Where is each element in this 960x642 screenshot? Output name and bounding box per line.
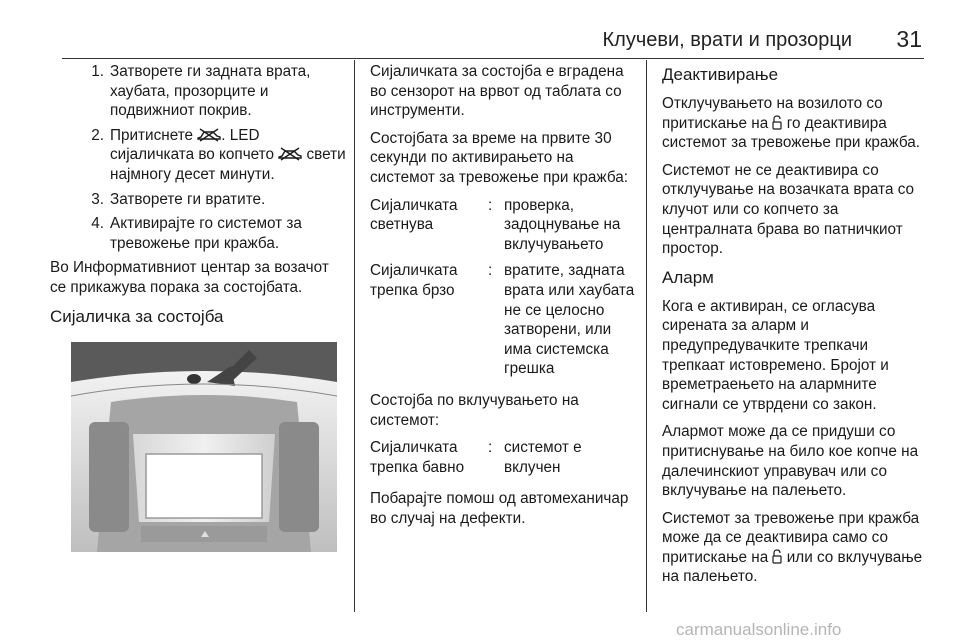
- table-row: Сијаличката трепка брзо : вратите, задната врата или хаубата не се целосно затворени, или има системска грешка: [370, 262, 635, 378]
- page-header: [62, 22, 924, 59]
- alarm-paragraph: Кога е активиран, се огласува сирената за аларм и предупредувачките трепкачи трепкаат истовремено. Бројот и времетраењето на алармните сигнали се утврдени со закон.: [662, 297, 889, 413]
- section-heading: Сијаличка за состојба: [50, 306, 224, 326]
- deactivation-paragraph: Отклучувањето на возилото со притискање на го деактивира системот за тревожење при кражба.: [662, 95, 921, 152]
- dashboard-illustration: [71, 342, 337, 552]
- column-2: [370, 62, 636, 536]
- table-row: Сијаличката светнува : проверка, задоцнување на вклучувањето: [370, 196, 621, 253]
- list-item: 2. Притиснете . LED сијаличката во копчето свети најмногу десет минути.: [91, 126, 346, 183]
- column-3: [662, 62, 928, 595]
- watermark: carmanualsonline.info: [676, 620, 842, 639]
- intro-paragraph: Сијаличката за состојбa е вградена во сензорот на врвот од таблата со инструменти.: [370, 63, 624, 120]
- silence-paragraph: Алармот може да се придуши со притиснување на било кое копче на далечинскиот управувач или со вклучување на палењето.: [662, 423, 919, 500]
- state-paragraph: Состојбата за време на првите 30 секунди по активирањето на системот за тревожење при кражба:: [370, 129, 629, 186]
- steps-list: [74, 62, 346, 253]
- deactivate-only-paragraph: Системот за тревожење при кражба може да се деактивира само со притискање на или со вклучување на палењето.: [662, 509, 923, 586]
- page-title: Клучеви, врати и прозорци: [602, 29, 852, 51]
- unlock-icon: [772, 549, 782, 564]
- help-paragraph: Побарајте помош од автомеханичар во случај на дефекти.: [370, 490, 629, 527]
- list-item: 4. Активирајте го системот за тревожење при кражба.: [91, 215, 302, 252]
- dashboard-figure: [71, 342, 337, 552]
- page-number: 31: [896, 26, 922, 52]
- no-deactivation-paragraph: Системот не се деактивира со отклучување на возачката врата со клучот или со копчето за централната брава во патничкиот простор.: [662, 161, 915, 258]
- table-row: Сијаличката трепка бавно : системот е вклучен: [370, 439, 582, 476]
- list-item: 1. Затворете ги задната врата, хаубата, прозорците и подвижниот покрив.: [91, 63, 311, 120]
- after-activation-paragraph: Состојба по вклучувањето на системот:: [370, 391, 579, 429]
- car-alarm-icon: [197, 128, 221, 142]
- section-heading-deactivation: Деактивирање: [662, 65, 779, 84]
- column-1: [50, 62, 346, 552]
- info-paragraph: Во Информативниот центар за возачот се прикажува порака за состојбата.: [50, 259, 329, 296]
- list-item: 3. Затворете ги вратите.: [91, 190, 266, 208]
- car-alarm-icon: [278, 147, 302, 161]
- unlock-icon: [772, 115, 782, 130]
- section-heading-alarm: Аларм: [662, 267, 714, 287]
- column-divider-2: [646, 60, 647, 612]
- column-divider-1: [354, 60, 355, 612]
